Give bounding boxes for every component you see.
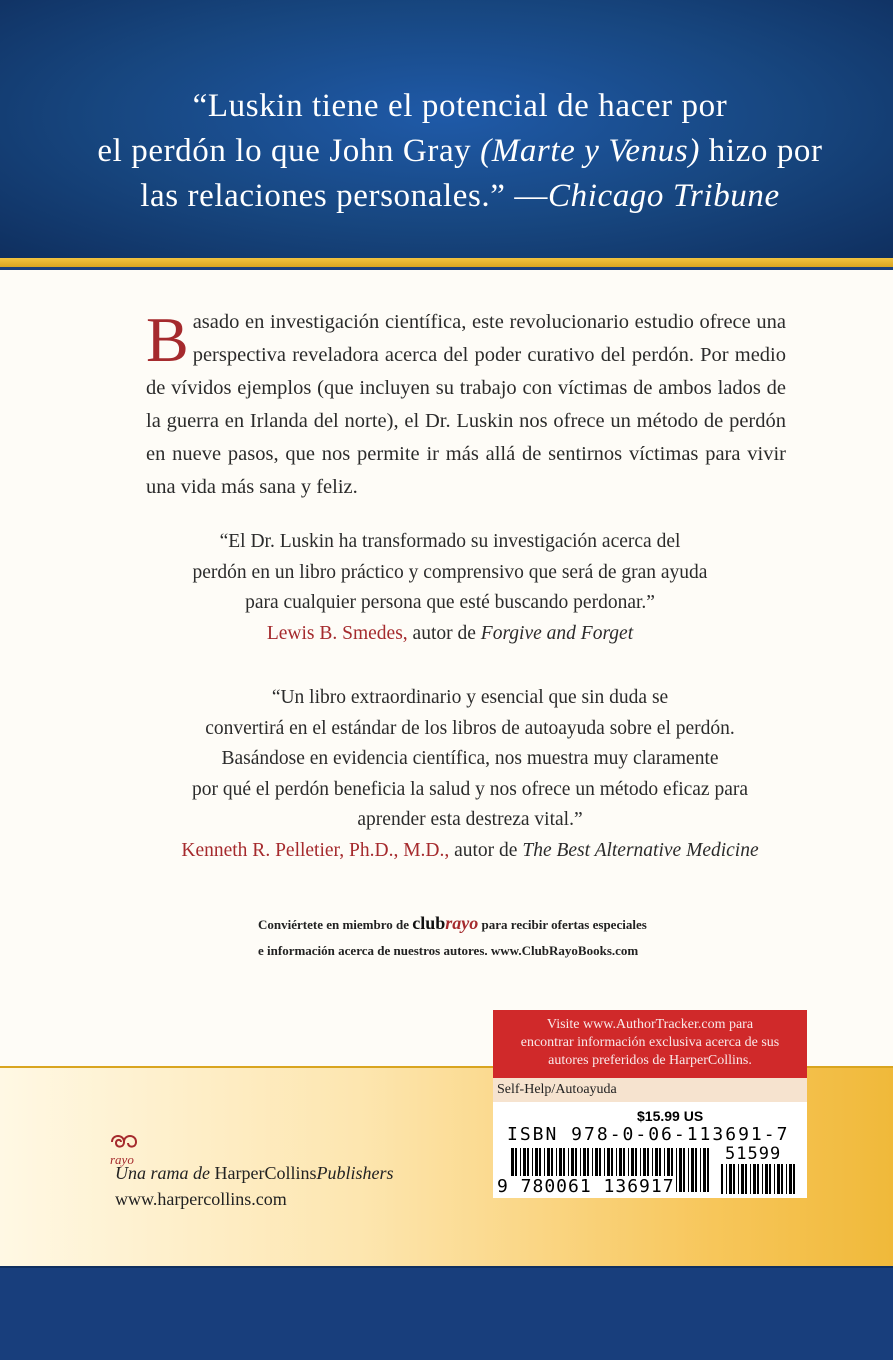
- barcode-bar: [753, 1164, 756, 1194]
- top-quote-source: Chicago Tribune: [547, 178, 780, 214]
- quote2-line1: “Un libro extraordinario y esencial que sin duda se: [271, 687, 669, 708]
- smedes-quote: [150, 527, 750, 649]
- barcode-bar: [683, 1148, 685, 1192]
- author-tracker-box: [493, 1010, 807, 1078]
- barcode-bar: [679, 1148, 682, 1192]
- top-quote-line1: “Luskin tiene el potencial de hacer por: [192, 88, 728, 124]
- club-logo-word: club: [412, 913, 446, 933]
- publisher-name: HarperCollins: [214, 1163, 317, 1183]
- club-line2: e información acerca de nuestros autores. www.ClubRayoBooks.com: [258, 943, 639, 958]
- chicago-tribune-quote: [80, 84, 840, 219]
- barcode-bar: [691, 1148, 694, 1192]
- category-label: Self-Help/Autoayuda: [493, 1078, 807, 1102]
- addon-barcode: [721, 1164, 797, 1194]
- barcode-bar: [774, 1164, 775, 1194]
- top-quote-line3a: las relaciones personales.” —: [140, 178, 548, 214]
- tracker-line2: encontrar información exclusiva acerca de sus: [520, 1035, 780, 1050]
- publisher-url: www.harpercollins.com: [115, 1189, 287, 1209]
- barcode-bar: [757, 1164, 759, 1194]
- club-pre: Conviértete en miembro de: [258, 917, 413, 932]
- bottom-banner: [0, 1268, 893, 1360]
- price-label: $15.99 US: [637, 1108, 704, 1124]
- top-quote-book: (Marte y Venus): [480, 133, 700, 169]
- logo-text: rayo: [110, 1152, 134, 1167]
- barcode-bar: [700, 1148, 701, 1192]
- barcode-bar: [721, 1164, 723, 1194]
- tracker-line3: autores preferidos de HarperCollins.: [548, 1053, 752, 1068]
- quote2-line5: aprender esta destreza vital.”: [357, 809, 583, 830]
- top-quote-line2b: hizo por: [699, 133, 823, 169]
- barcode-bar: [781, 1164, 783, 1194]
- barcode-bar: [733, 1164, 735, 1194]
- barcode-bar: [738, 1164, 739, 1194]
- quote2-book: The Best Alternative Medicine: [522, 839, 759, 861]
- barcode-panel: [493, 1010, 807, 1198]
- barcode-bar: [777, 1164, 780, 1194]
- description-text: asado en investigación científica, este revolucionario estudio ofrece una perspectiva reveladora acerca del poder curativo del perdón. Por medio de vívidos ejemplos (que incluyen su trabajo con víctimas de ambos lados de la guerra en Irlanda del norte), el Dr. Luskin nos ofrece un método de perdón en nueve pasos, que nos permite ir más allá de sentirnos víctimas para vivir una vida más sana y feliz.: [146, 311, 786, 498]
- drop-cap: B: [146, 304, 189, 375]
- barcode-bar: [786, 1164, 787, 1194]
- quote1-role: autor de: [407, 622, 481, 644]
- barcode-bar: [707, 1148, 709, 1192]
- top-quote-line2a: el perdón lo que John Gray: [97, 133, 481, 169]
- tracker-line1: Visite www.AuthorTracker.com para: [546, 1017, 754, 1032]
- barcode-bar: [769, 1164, 771, 1194]
- barcode-bar: [688, 1148, 689, 1192]
- navy-divider: [0, 267, 893, 270]
- gold-divider: [0, 258, 893, 267]
- publisher-prefix: Una rama de: [115, 1163, 215, 1183]
- club-post: para recibir ofertas especiales: [478, 917, 647, 932]
- publisher-info: [115, 1160, 394, 1212]
- quote1-book: Forgive and Forget: [480, 622, 634, 644]
- quote1-author: Lewis B. Smedes,: [266, 622, 408, 644]
- quote1-line1: “El Dr. Luskin ha transformado su investigación acerca del: [219, 531, 681, 552]
- barcode-bar: [676, 1148, 677, 1192]
- barcode-bar: [765, 1164, 768, 1194]
- barcode-bar: [750, 1164, 751, 1194]
- barcode-bar: [695, 1148, 697, 1192]
- quote2-line4: por qué el perdón beneficia la salud y nos ofrece un método eficaz para: [191, 778, 749, 800]
- quote1-line3: para cualquier persona que esté buscando perdonar.”: [245, 592, 655, 613]
- quote1-line2: perdón en un libro práctico y comprensivo que será de gran ayuda: [192, 561, 708, 583]
- quote2-author: Kenneth R. Pelletier, Ph.D., M.D.,: [181, 839, 450, 861]
- book-description: [146, 306, 786, 504]
- barcode-bar: [789, 1164, 792, 1194]
- club-rayo-promo: [258, 910, 678, 964]
- isbn-text: ISBN 978-0-06-113691-7: [507, 1124, 790, 1145]
- barcode-bar: [741, 1164, 744, 1194]
- quote2-role: autor de: [449, 839, 523, 861]
- barcode-bar: [745, 1164, 747, 1194]
- pelletier-quote: [140, 683, 800, 866]
- barcode-bar: [703, 1148, 706, 1192]
- barcode-bar: [762, 1164, 763, 1194]
- quote2-line2: convertirá en el estándar de los libros de autoayuda sobre el perdón.: [205, 717, 735, 739]
- rayo-logo-word: rayo: [445, 913, 479, 933]
- barcode-bar: [729, 1164, 732, 1194]
- quote2-line3: Basándose en evidencia científica, nos muestra muy claramente: [221, 748, 719, 769]
- barcode-bar: [726, 1164, 727, 1194]
- barcode-bar: [793, 1164, 795, 1194]
- price-addon-code: 51599: [725, 1144, 782, 1164]
- ean-digits: 9 780061 136917: [497, 1176, 675, 1197]
- publisher-suffix: Publishers: [316, 1163, 394, 1183]
